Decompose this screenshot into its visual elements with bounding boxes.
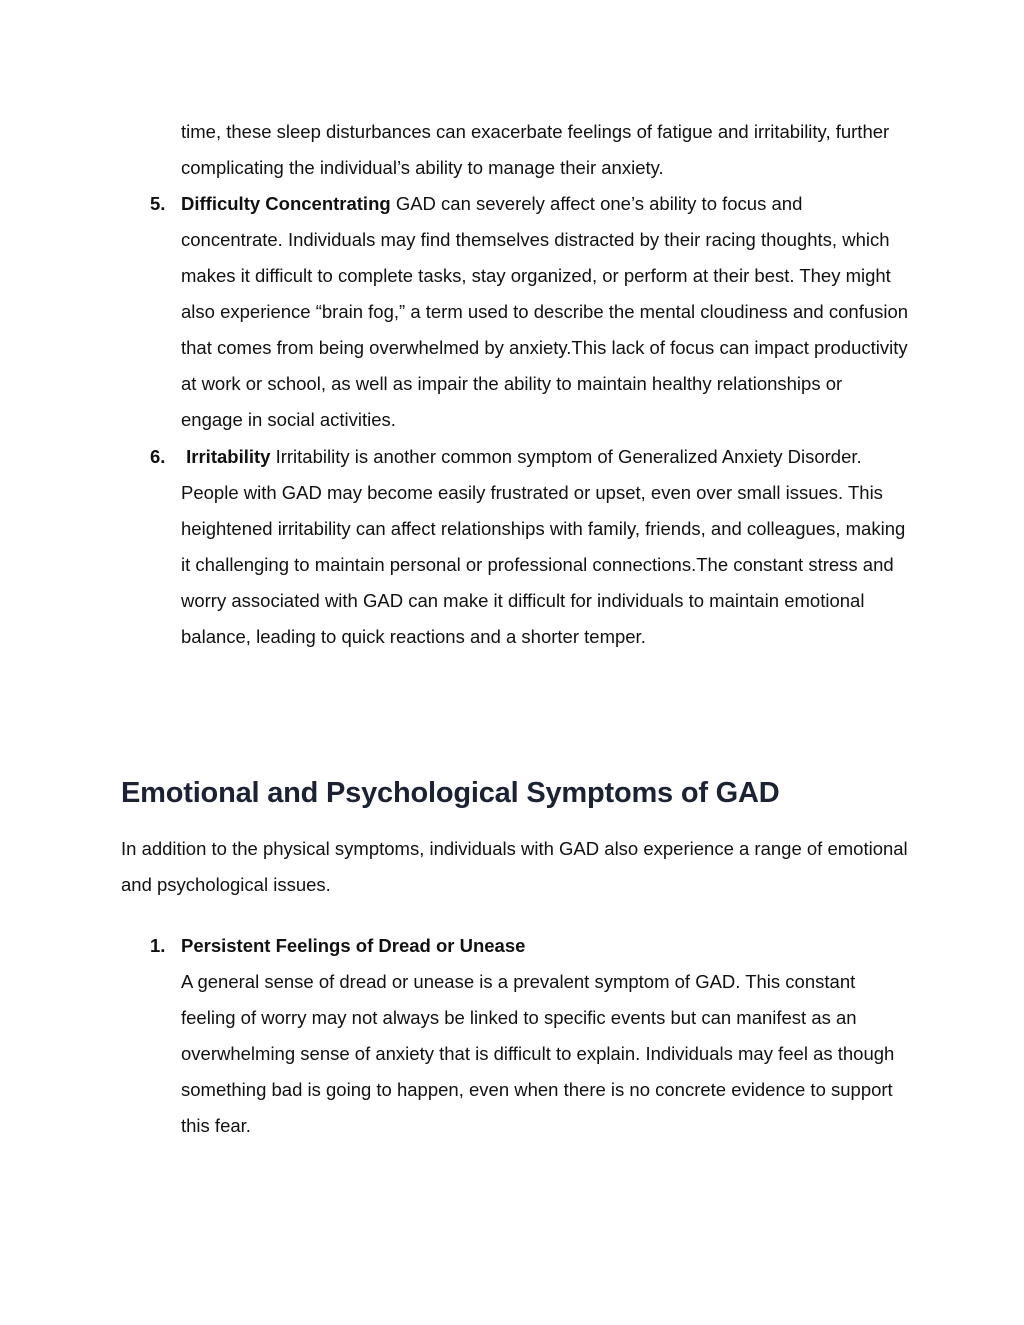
section-intro: In addition to the physical symptoms, individuals with GAD also experience a range of emotional and psychological issues. [121, 838, 908, 895]
list-item-irritability [181, 439, 909, 655]
continuation-paragraph: time, these sleep disturbances can exacerbate feelings of fatigue and irritability, further complicating the individual’s ability to manage their anxiety. [181, 121, 890, 178]
list-number-6: 6. [150, 446, 166, 467]
list-number-1: 1. [150, 935, 166, 956]
list-number-5: 5. [150, 193, 166, 214]
list-item-term: Irritability [186, 446, 271, 467]
list-item-text: A general sense of dread or unease is a prevalent symptom of GAD. This constant feeling of worry may not always be linked to specific events but can manifest as an overwhelming sense of anxiety that is difficult to explain. Individuals may feel as though something bad is going to happen, even when there is no concrete evidence to support this fear. [181, 971, 895, 1136]
list-item-text: GAD can severely affect one’s ability to focus and concentrate. Individuals may find themselves distracted by their racing thoughts, which makes it difficult to complete tasks, stay organized, or perform at their best. They might also experience “brain fog,” a term used to describe the mental cloudiness and confusion that comes from being overwhelmed by anxiety.This lack of focus can impact productivity at work or school, as well as impair the ability to maintain healthy relationships or engage in social activities. [181, 193, 909, 430]
section-heading: Emotional and Psychological Symptoms of GAD [121, 777, 780, 809]
list-item-term: Difficulty Concentrating [181, 193, 391, 214]
list-item-text: Irritability is another common symptom of Generalized Anxiety Disorder. People with GAD may become easily frustrated or upset, even over small issues. This heightened irritability can affect relationships with family, friends, and colleagues, making it challenging to maintain personal or professional connections.The constant stress and worry associated with GAD can make it difficult for individuals to maintain emotional balance, leading to quick reactions and a shorter temper. [181, 446, 906, 647]
list-item-difficulty-concentrating [181, 186, 909, 438]
list-item-term: Persistent Feelings of Dread or Unease [181, 935, 526, 956]
list-item-persistent-dread [181, 928, 909, 1144]
